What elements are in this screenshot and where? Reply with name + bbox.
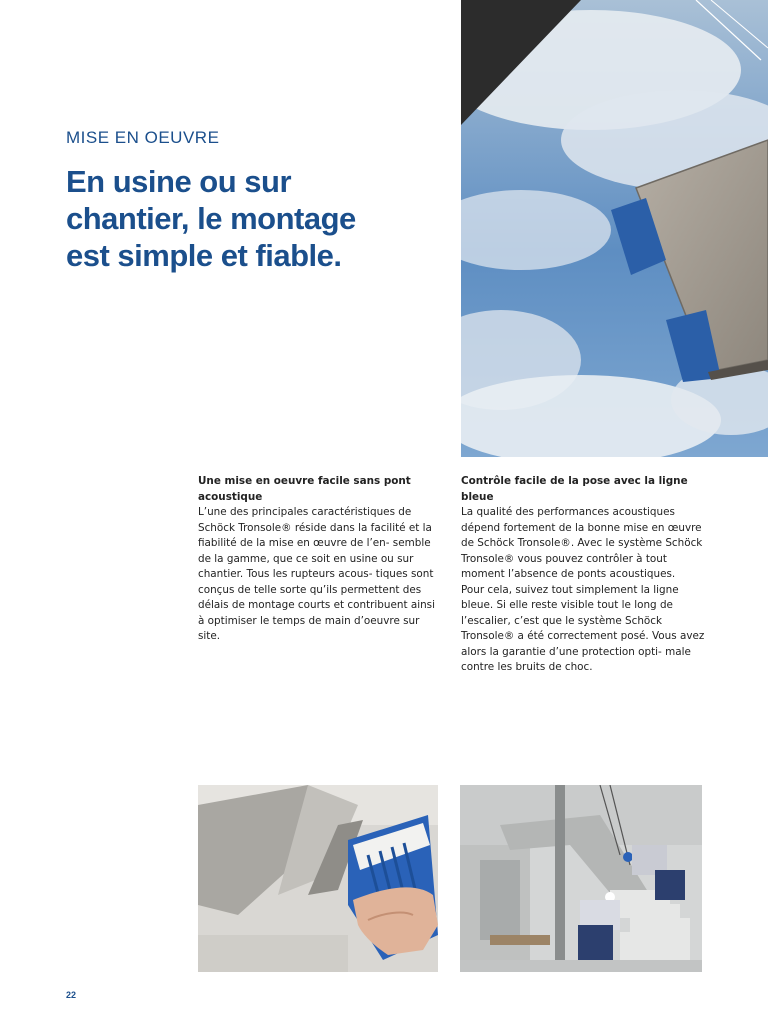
page-title: En usine ou sur chantier, le montage est simple et fiable. [66,164,356,273]
column-paragraph: Pour cela, suivez tout simplement la ligne bleue. Si elle reste visible tout le long de l’escalier, c’est que le système Schöck Tronsole® a été correctement posé. Vous avez alors la garantie d’une protection opti- male contre les bruits de choc. [461,583,705,673]
column-heading: Contrôle facile de la pose avec la ligne bleue [461,475,688,503]
column-paragraph: L’une des principales caractéristiques de Schöck Tronsole® réside dans la facilité et la fiabilité de la mise en œuvre de l’en- semble de la gamme, que ce soit en usine ou sur chantier. Tous les rupteurs acous- tiques sont conçus de telle sorte qu’ils permettent des délais de montage courts et contribuent ainsi à optimiser le temps de main d’oeuvre sur site. [198,506,435,642]
section-label: MISE EN OEUVRE [66,128,220,147]
photo-installing-acoustic-element [198,785,438,972]
column-blue-line-check [461,474,705,676]
column-acoustic-bridge [198,474,436,645]
page-number: 22 [66,990,77,1000]
hero-photo-crane-lifting-stair [461,0,768,457]
column-paragraph: La qualité des performances acoustiques dépend fortement de la bonne mise en œuvre de Schöck Tronsole®. Avec le système Schöck Tronsole® vous pouvez contrôler à tout moment l’absence de ponts acoustiques. [461,506,703,580]
column-heading: Une mise en oeuvre facile sans pont acoustique [198,475,411,503]
photo-staircase-construction-site [460,785,702,972]
